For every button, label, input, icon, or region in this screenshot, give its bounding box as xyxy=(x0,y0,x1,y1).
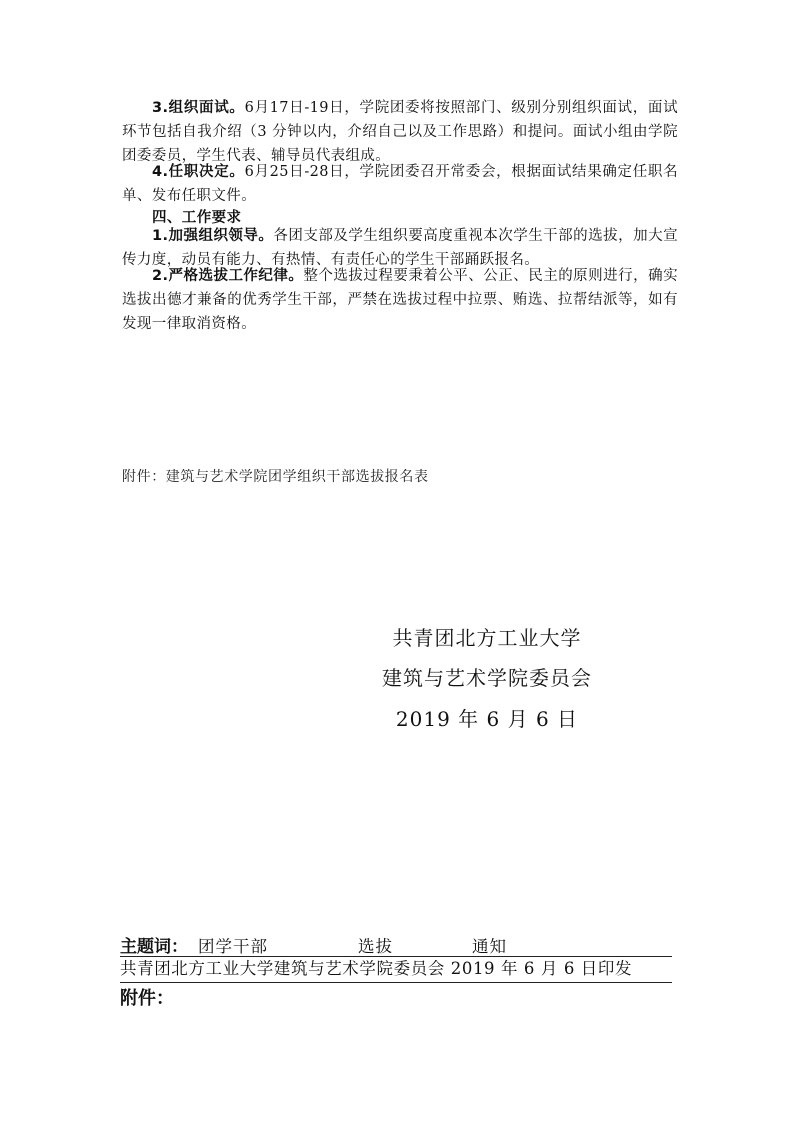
issued-by-line: 共青团北方工业大学建筑与艺术学院委员会 2019 年 6 月 6 日印发 xyxy=(120,956,672,983)
keywords-line xyxy=(120,930,672,957)
paragraph-appointment xyxy=(122,160,678,208)
keyword-1: 团学干部 xyxy=(198,937,268,956)
signature-org-line2: 建筑与艺术学院委员会 xyxy=(382,666,592,690)
keyword-3: 通知 xyxy=(472,937,507,956)
section-heading-requirements: 四、工作要求 xyxy=(152,210,242,226)
attachment-note: 附件：建筑与艺术学院团学组织干部选拔报名表 xyxy=(122,469,429,485)
signature-org-line1: 共青团北方工业大学 xyxy=(392,626,582,650)
paragraph-interview-body: 6月17日-19日，学院团委将按照部门、级别分别组织面试，面试环节包括自我介绍（3 分钟以内，介绍自己以及工作思路）和提问。面试小组由学院团委委员，学生代表、辅导员代表组成。 xyxy=(122,100,678,164)
paragraph-discipline-body: 整个选拔过程要秉着公平、公正、民主的原则进行，确实选拔出德才兼备的优秀学生干部，严禁在选拔过程中拉票、贿选、拉帮结派等，如有发现一律取消资格。 xyxy=(122,268,679,332)
paragraph-appointment-title: 4.任职决定。 xyxy=(152,164,245,180)
signature-date: 2019 年 6 月 6 日 xyxy=(395,707,579,731)
keywords-label: 主题词： xyxy=(120,937,188,957)
keyword-2: 选拔 xyxy=(358,937,393,956)
paragraph-discipline xyxy=(122,264,678,336)
paragraph-leadership-body: 各团支部及学生组织要高度重视本次学生干部的选拔，加大宣传力度，动员有能力、有热情、有责任心的学生干部踊跃报名。 xyxy=(122,228,678,268)
paragraph-appointment-body: 6月25日-28日，学院团委召开常委会，根据面试结果确定任职名单、发布任职文件。 xyxy=(122,164,678,204)
paragraph-interview xyxy=(122,96,678,168)
paragraph-interview-title: 3.组织面试。 xyxy=(152,100,245,116)
attachment-label: 附件： xyxy=(120,988,174,1009)
paragraph-leadership-title: 1.加强组织领导。 xyxy=(152,228,274,244)
paragraph-discipline-title: 2.严格选拔工作纪律。 xyxy=(152,268,304,284)
